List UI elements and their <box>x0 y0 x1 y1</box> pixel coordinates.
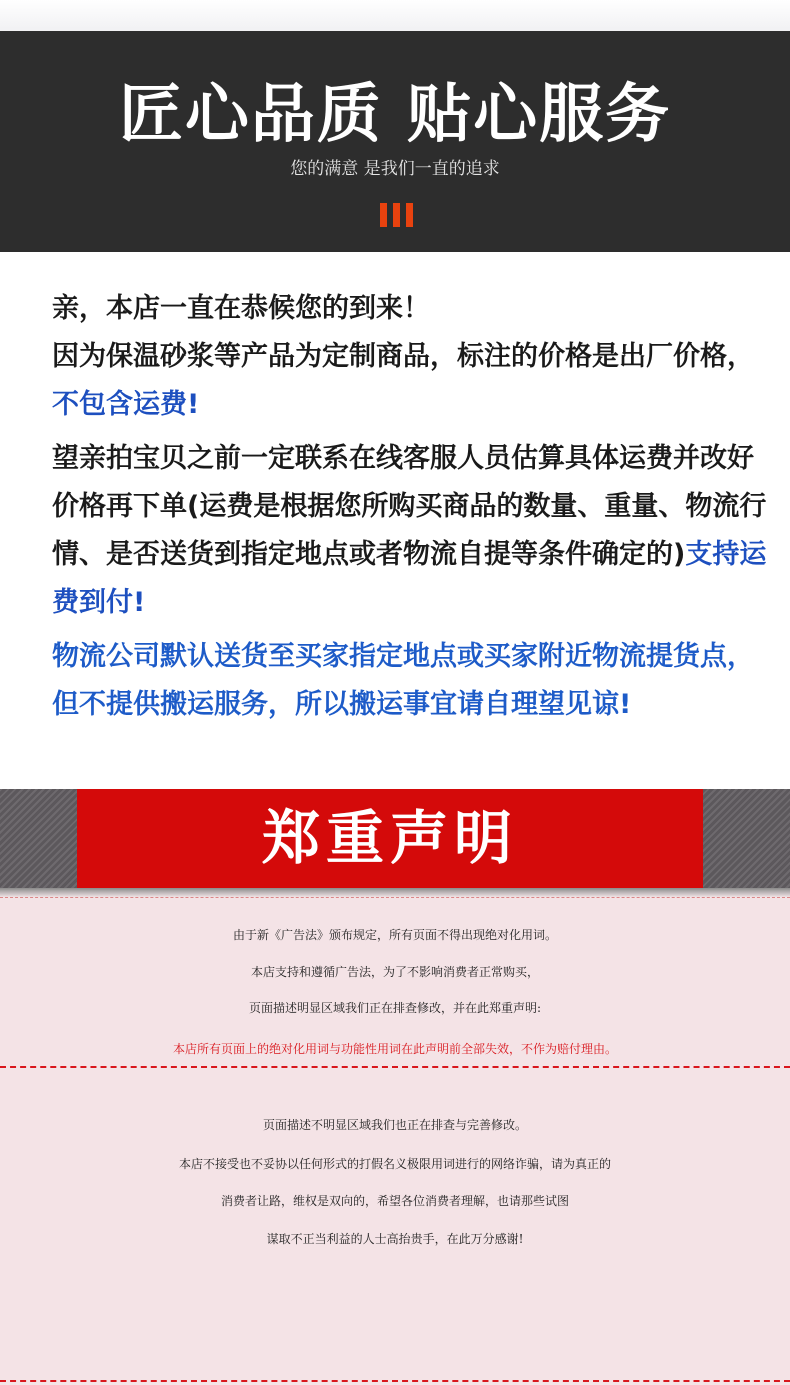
declaration-banner <box>0 789 790 888</box>
declaration-warning-underline <box>0 1066 790 1068</box>
banner-shadow <box>0 888 790 897</box>
notice-price-text: 因为保温砂浆等产品为定制商品，标注的价格是出厂价格， <box>52 341 754 372</box>
hero-bar <box>380 203 387 227</box>
declaration-line: 本店支持和遵循广告法，为了不影响消费者正常购买， <box>250 965 539 979</box>
declaration-bottom-border <box>0 1380 790 1382</box>
hero-decoration-bars <box>380 203 414 227</box>
notice-line-price <box>52 333 772 429</box>
declaration-line: 谋取不正当利益的人士高抬贵手，在此万分感谢! <box>266 1232 524 1246</box>
shipping-notice <box>52 285 772 735</box>
declaration-line: 本店不接受也不妥协以任何形式的打假名义极限用词进行的网络诈骗，请为真正的 <box>178 1157 611 1171</box>
hero-section <box>0 31 790 252</box>
banner-title: 郑重声明 <box>261 804 518 872</box>
declaration-line: 页面描述不明显区域我们也正在排查与完善修改。 <box>262 1118 527 1132</box>
hero-bar <box>393 203 400 227</box>
notice-logistics-text: 物流公司默认送货至买家指定地点或买家附近物流提货点，但不提供搬运服务，所以搬运事宜请自理望见谅! <box>52 641 754 720</box>
banner-red-panel <box>77 789 703 888</box>
hero-title: 匠心品质 贴心服务 <box>118 78 672 152</box>
declaration-section <box>0 897 790 1385</box>
notice-cod-highlight: 支持运费到付! <box>52 539 767 618</box>
notice-contact-text: 望亲拍宝贝之前一定联系在线客服人员估算具体运费并改好价格再下单(运费是根据您所购买商品的数量、重量、物流行情、是否送货到指定地点或者物流自提等条件确定的) <box>52 443 767 570</box>
hero-bar <box>406 203 413 227</box>
notice-line-logistics <box>52 633 772 729</box>
hero-subtitle: 您的满意 是我们一直的追求 <box>290 159 500 179</box>
notice-line-contact <box>52 435 772 627</box>
notice-no-shipping-highlight: 不包含运费! <box>52 389 200 420</box>
notice-greeting-text: 亲，本店一直在恭候您的到来！ <box>52 293 430 324</box>
notice-line-greeting <box>52 285 772 333</box>
declaration-warning-line: 本店所有页面上的绝对化用词与功能性用词在此声明前全部失效，不作为赔付理由。 <box>172 1042 617 1056</box>
top-strip <box>0 0 790 31</box>
declaration-line: 由于新《广告法》颁布规定，所有页面不得出现绝对化用词。 <box>232 928 557 942</box>
declaration-line: 页面描述明显区域我们正在排查修改，并在此郑重声明: <box>248 1001 542 1015</box>
declaration-line: 消费者让路，维权是双向的，希望各位消费者理解，也请那些试图 <box>220 1194 569 1208</box>
